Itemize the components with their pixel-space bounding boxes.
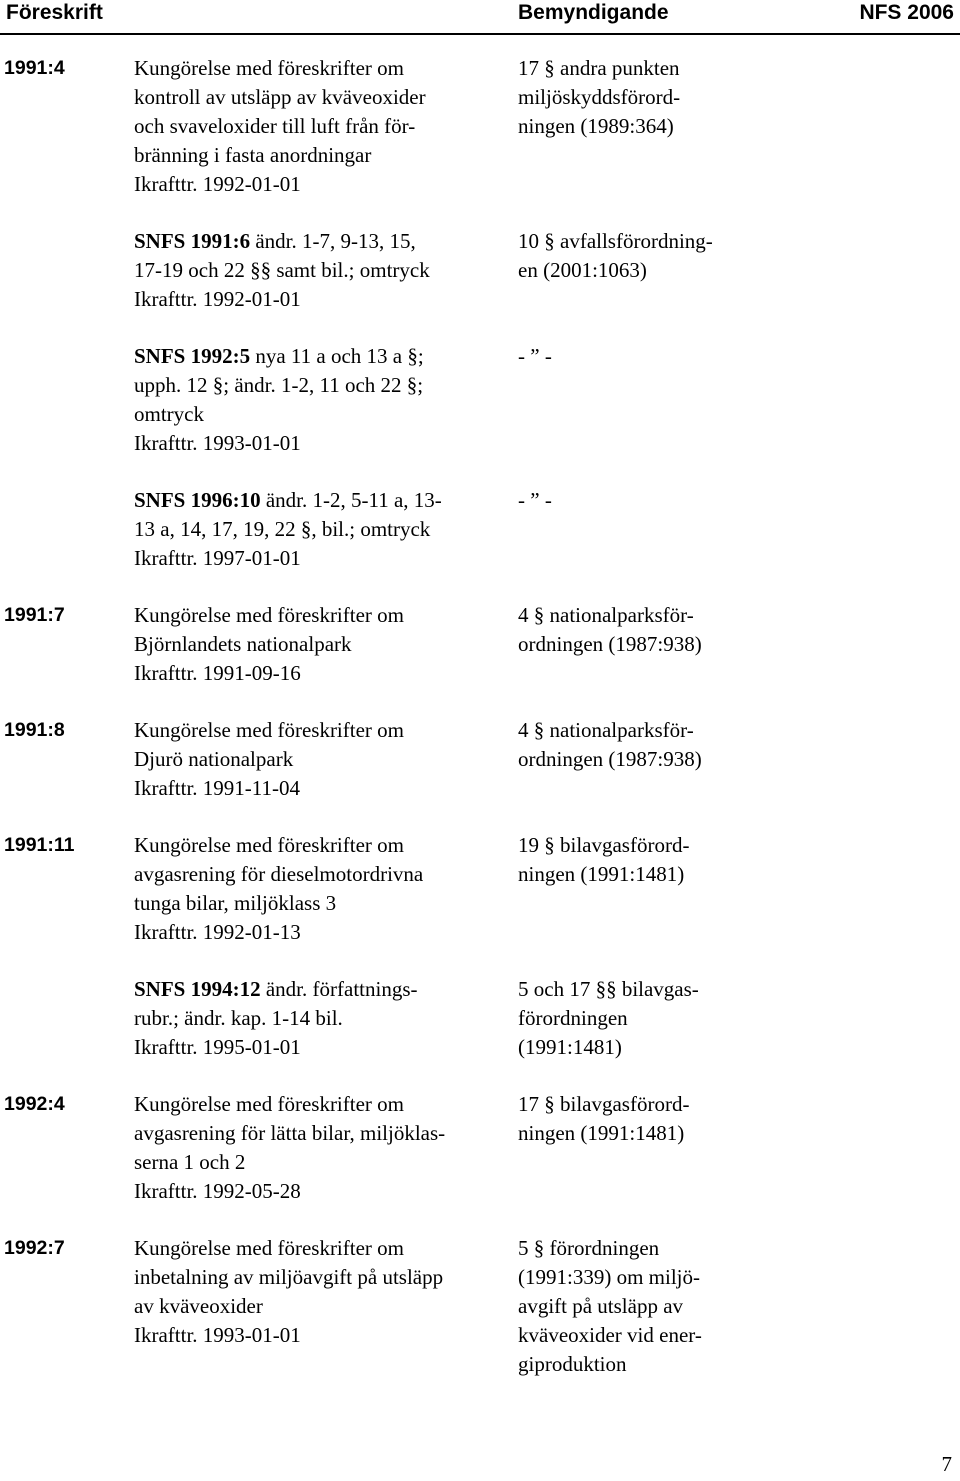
description-line: bränning i fasta anordningar xyxy=(134,143,372,167)
regulation-entry xyxy=(0,601,960,688)
description-line: Kungörelse med föreskrifter om xyxy=(134,1092,404,1116)
authorization-line: 4 § nationalparksför- xyxy=(518,603,694,627)
authorization-line: en (2001:1063) xyxy=(518,258,647,282)
amendment-text: ändr. författnings- xyxy=(260,977,418,1001)
page-number: 7 xyxy=(941,1452,952,1476)
authorization-line: - ” - xyxy=(518,488,552,512)
authorization-reference xyxy=(518,54,748,141)
description-line: Ikrafttr. 1991-09-16 xyxy=(134,661,301,685)
authorization-line: ordningen (1987:938) xyxy=(518,632,702,656)
description-line: Kungörelse med föreskrifter om xyxy=(134,56,404,80)
authorization-reference xyxy=(518,486,748,515)
authorization-reference xyxy=(518,227,748,285)
authorization-reference xyxy=(518,975,748,1062)
amendment-text: ändr. 1-2, 5-11 a, 13- xyxy=(260,488,442,512)
regulation-number: 1991:4 xyxy=(4,57,65,79)
description-line: Djurö nationalpark xyxy=(134,747,294,771)
description-line: rubr.; ändr. kap. 1-14 bil. xyxy=(134,1006,343,1030)
regulation-description xyxy=(134,831,504,947)
description-line: Ikrafttr. 1992-01-01 xyxy=(134,287,301,311)
description-line: 13 a, 14, 17, 19, 22 §, bil.; omtryck xyxy=(134,517,431,541)
authorization-line: ordningen (1987:938) xyxy=(518,747,702,771)
authorization-reference xyxy=(518,831,748,889)
description-line: av kväveoxider xyxy=(134,1294,263,1318)
description-line xyxy=(134,342,504,371)
authorization-reference xyxy=(518,601,748,659)
amendment-text: nya 11 a och 13 a §; xyxy=(250,344,424,368)
description-line: Kungörelse med föreskrifter om xyxy=(134,833,404,857)
description-line: Ikrafttr. 1995-01-01 xyxy=(134,1035,301,1059)
authorization-line: ningen (1991:1481) xyxy=(518,862,685,886)
authorization-line: ningen (1989:364) xyxy=(518,114,674,138)
authorization-line: 17 § bilavgasförord- xyxy=(518,1092,690,1116)
description-line: kontroll av utsläpp av kväveoxider xyxy=(134,85,426,109)
description-line: Ikrafttr. 1993-01-01 xyxy=(134,431,301,455)
regulation-entry xyxy=(0,716,960,803)
description-line: Ikrafttr. 1993-01-01 xyxy=(134,1323,301,1347)
description-line: 17-19 och 22 §§ samt bil.; omtryck xyxy=(134,258,430,282)
regulation-number: 1991:7 xyxy=(4,604,65,626)
amendment-entry xyxy=(0,342,960,458)
amendment-entry xyxy=(0,975,960,1062)
description-line: tunga bilar, miljöklass 3 xyxy=(134,891,337,915)
amendment-entry xyxy=(0,486,960,573)
amendment-reference: SNFS 1994:12 xyxy=(134,977,261,1001)
regulation-description xyxy=(134,227,504,314)
description-line xyxy=(134,486,504,515)
regulation-description xyxy=(134,1234,504,1350)
regulation-number: 1991:8 xyxy=(4,719,65,741)
description-line: Ikrafttr. 1992-01-01 xyxy=(134,172,301,196)
regulation-description xyxy=(134,54,504,199)
authorization-line: ningen (1991:1481) xyxy=(518,1121,685,1145)
description-line: avgasrening för dieselmotordrivna xyxy=(134,862,424,886)
authorization-line: förordningen xyxy=(518,1006,628,1030)
regulation-entry xyxy=(0,54,960,199)
authorization-line: 10 § avfallsförordning- xyxy=(518,229,713,253)
regulation-description xyxy=(134,342,504,458)
authorization-line: 19 § bilavgasförord- xyxy=(518,833,690,857)
amendment-reference: SNFS 1996:10 xyxy=(134,488,261,512)
description-line: Kungörelse med föreskrifter om xyxy=(134,1236,404,1260)
amendment-text: ändr. 1-7, 9-13, 15, xyxy=(250,229,416,253)
description-line: Ikrafttr. 1991-11-04 xyxy=(134,776,301,800)
regulation-number: 1992:7 xyxy=(4,1237,65,1259)
authorization-reference xyxy=(518,1090,748,1148)
header-rule xyxy=(0,33,960,35)
authorization-reference xyxy=(518,1234,748,1379)
authorization-line: 5 § förordningen xyxy=(518,1236,660,1260)
authorization-line: (1991:1481) xyxy=(518,1035,622,1059)
description-line: upph. 12 §; ändr. 1-2, 11 och 22 §; xyxy=(134,373,424,397)
regulation-entry xyxy=(0,831,960,947)
amendment-entry xyxy=(0,227,960,314)
description-line xyxy=(134,227,504,256)
authorization-line: giproduktion xyxy=(518,1352,627,1376)
authorization-line: 5 och 17 §§ bilavgas- xyxy=(518,977,699,1001)
header-column-bemyndigande: Bemyndigande xyxy=(518,1,669,24)
authorization-reference xyxy=(518,342,748,371)
description-line: och svaveloxider till luft från för- xyxy=(134,114,416,138)
regulation-entry xyxy=(0,1090,960,1206)
regulation-description xyxy=(134,486,504,573)
authorization-line: kväveoxider vid ener- xyxy=(518,1323,702,1347)
authorization-line: - ” - xyxy=(518,344,552,368)
description-line: omtryck xyxy=(134,402,204,426)
authorization-line: miljöskyddsförord- xyxy=(518,85,681,109)
description-line: Ikrafttr. 1997-01-01 xyxy=(134,546,301,570)
authorization-line: 4 § nationalparksför- xyxy=(518,718,694,742)
regulation-entry xyxy=(0,1234,960,1376)
amendment-reference: SNFS 1992:5 xyxy=(134,344,251,368)
regulation-number: 1992:4 xyxy=(4,1093,65,1115)
regulation-description xyxy=(134,601,504,688)
description-line: inbetalning av miljöavgift på utsläpp xyxy=(134,1265,444,1289)
authorization-line: 17 § andra punkten xyxy=(518,56,680,80)
description-line: serna 1 och 2 xyxy=(134,1150,246,1174)
description-line: avgasrening för lätta bilar, miljöklas- xyxy=(134,1121,446,1145)
page-header xyxy=(0,0,960,30)
regulation-description xyxy=(134,975,504,1062)
header-column-foreskrift: Föreskrift xyxy=(6,1,103,24)
description-line: Björnlandets nationalpark xyxy=(134,632,352,656)
regulation-list xyxy=(0,54,960,1378)
authorization-line: (1991:339) om miljö- xyxy=(518,1265,700,1289)
authorization-reference xyxy=(518,716,748,774)
description-line xyxy=(134,975,504,1004)
regulation-description xyxy=(134,716,504,803)
description-line: Kungörelse med föreskrifter om xyxy=(134,603,404,627)
header-series-label: NFS 2006 xyxy=(859,1,954,24)
authorization-line: avgift på utsläpp av xyxy=(518,1294,684,1318)
description-line: Ikrafttr. 1992-05-28 xyxy=(134,1179,301,1203)
regulation-number: 1991:11 xyxy=(4,834,75,856)
description-line: Ikrafttr. 1992-01-13 xyxy=(134,920,301,944)
regulation-description xyxy=(134,1090,504,1206)
amendment-reference: SNFS 1991:6 xyxy=(134,229,251,253)
description-line: Kungörelse med föreskrifter om xyxy=(134,718,404,742)
